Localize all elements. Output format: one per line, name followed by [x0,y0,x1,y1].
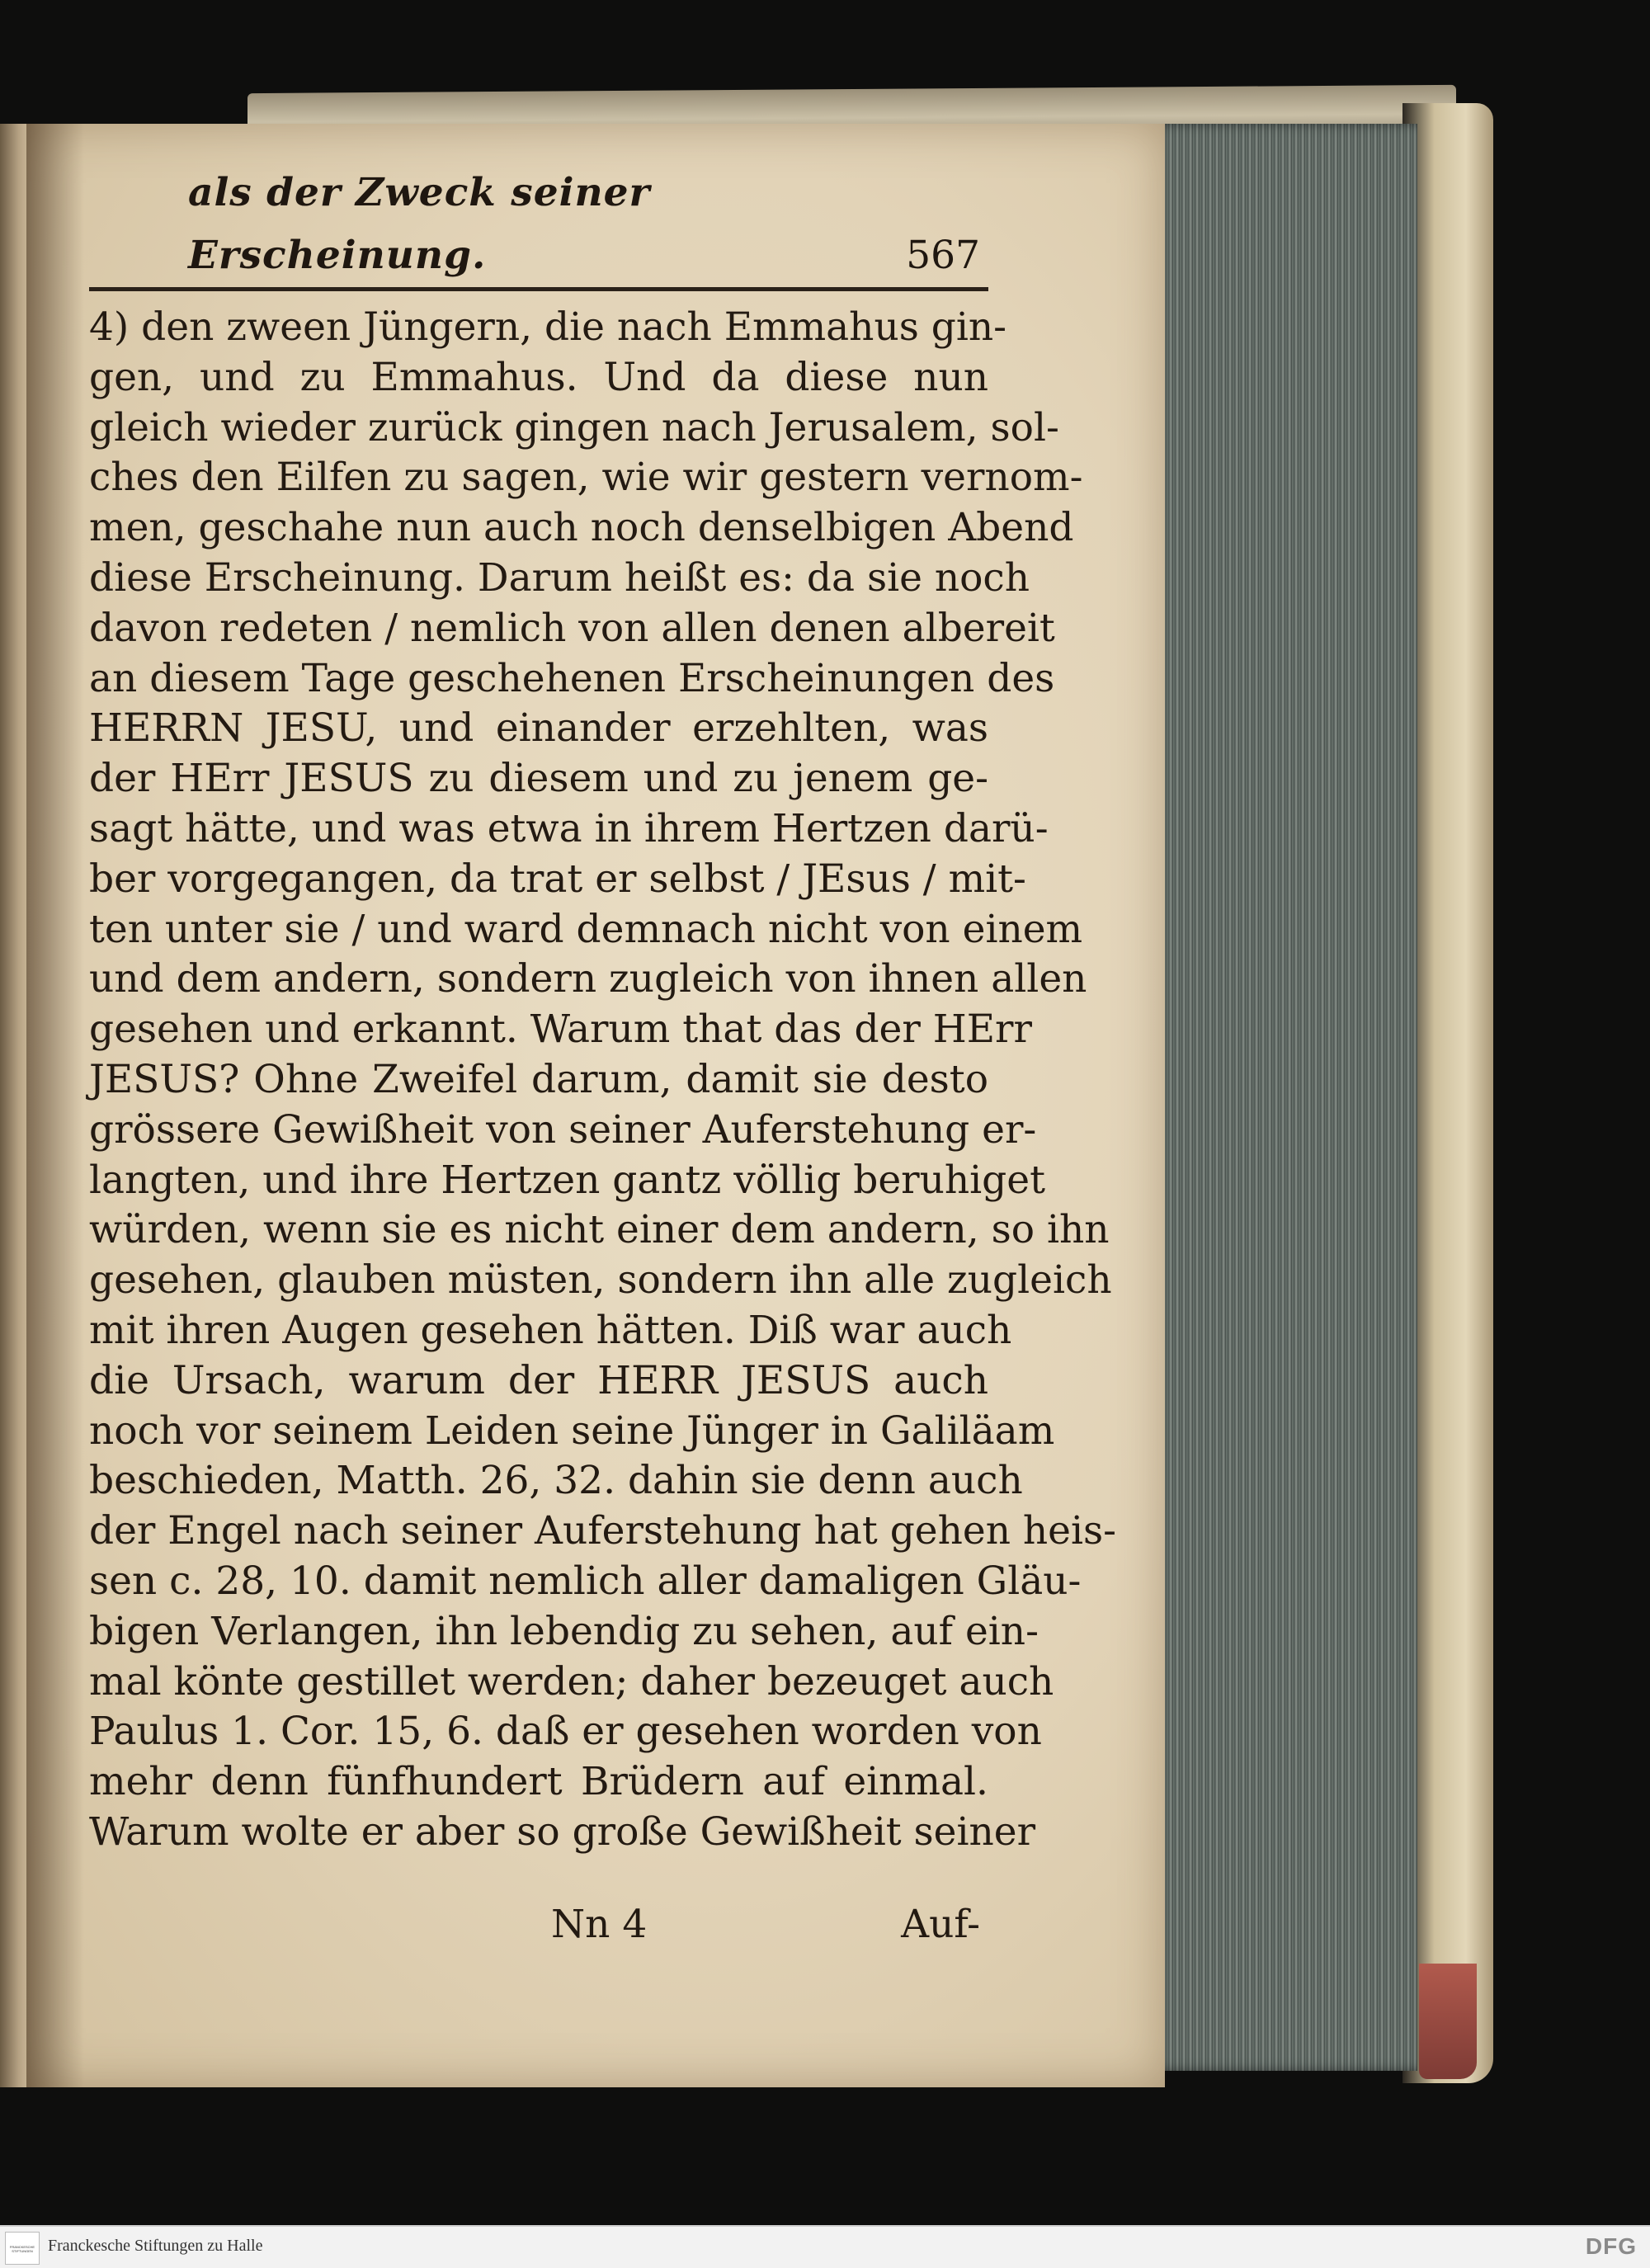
text-line: würden, wenn sie es nicht einer dem andern, so ihn [89,1207,1110,1253]
text-line: 4) den zween Jüngern, die nach Emmahus gin- [89,304,1007,350]
header-title: als der Zweck seiner Erscheinung. [188,170,651,278]
text-line: diese Erscheinung. Darum heißt es: da sie noch [89,554,1030,601]
text-line: und dem andern, sondern zugleich von ihnen allen [89,956,1087,1002]
text-line: JESUS? Ohne Zweifel darum, damit sie desto [89,1056,988,1102]
text-line: Warum wolte er aber so große Gewißheit seiner [89,1808,1036,1855]
text-line: gesehen, glauben müsten, sondern ihn alle zugleich [89,1257,1112,1304]
text-line: men, geschahe nun auch noch denselbigen Abend [89,505,1074,551]
text-line: mit ihren Augen gesehen hätten. Diß war auch [89,1307,1012,1353]
text-line: der HErr JESUS zu diesem und zu jenem ge- [89,756,988,802]
text-line: gleich wieder zurück gingen nach Jerusalem, sol- [89,404,1059,450]
text-line: gesehen und erkannt. Warum that das der HErr [89,1007,1032,1053]
page-text-area [89,170,1117,1858]
text-line: ches den Eilfen zu sagen, wie wir gestern vernom- [89,455,1083,501]
text-line: langten, und ihre Hertzen gantz völlig beruhiget [89,1157,1045,1203]
text-line: gen, und zu Emmahus. Und da diese nun [89,354,988,400]
text-line: sagt hätte, und was etwa in ihrem Hertzen darü- [89,805,1049,851]
dfg-logo: DFG [1585,2233,1637,2259]
text-line: bigen Verlangen, ihn lebendig zu sehen, auf ein- [89,1608,1039,1654]
page-block-edges [1120,124,1417,2071]
text-line: grössere Gewißheit von seiner Auferstehung er- [89,1106,1037,1153]
text-line: noch vor seinem Leiden seine Jünger in Galiläam [89,1407,1055,1454]
text-line: HERRN JESU, und einander erzehlten, was [89,705,988,752]
source-credit: Franckesche Stiftungen zu Halle [48,2237,263,2255]
logo-text: FRANCKESCHE STIFTUNGEN [9,2244,35,2253]
text-line: ten unter sie / und ward demnach nicht von einem [89,906,1083,952]
catchword: Auf- [901,1902,980,1947]
text-line: mal könte gestillet werden; daher bezeuget auch [89,1658,1054,1705]
text-line: Paulus 1. Cor. 15, 6. daß er gesehen worden von [89,1709,1042,1755]
viewer-footer [0,2225,1650,2268]
text-line: die Ursach, warum der HERR JESUS auch [89,1357,988,1403]
gutter-shadow [26,124,84,2087]
text-line: mehr denn fünfhundert Brüdern auf einmal. [89,1759,988,1805]
text-line: sen c. 28, 10. damit nemlich aller damaligen Gläu- [89,1558,1082,1604]
page-number: 567 [906,233,980,278]
page-footer-line [89,1902,988,1959]
text-line: davon redeten / nemlich von allen denen albereit [89,605,1055,651]
text-line: der Engel nach seiner Auferstehung hat gehen heis- [89,1508,1117,1554]
signature-mark: Nn 4 [551,1902,648,1947]
text-line: beschieden, Matth. 26, 32. dahin sie denn auch [89,1458,1023,1504]
text-line: ber vorgegangen, da trat er selbst / JEsus / mit- [89,856,1026,902]
text-line: an diesem Tage geschehenen Erscheinungen des [89,655,1055,701]
running-header [89,170,988,291]
body-text [89,303,1117,1858]
institution-logo [5,2232,40,2265]
cover-red-corner [1419,1964,1477,2079]
